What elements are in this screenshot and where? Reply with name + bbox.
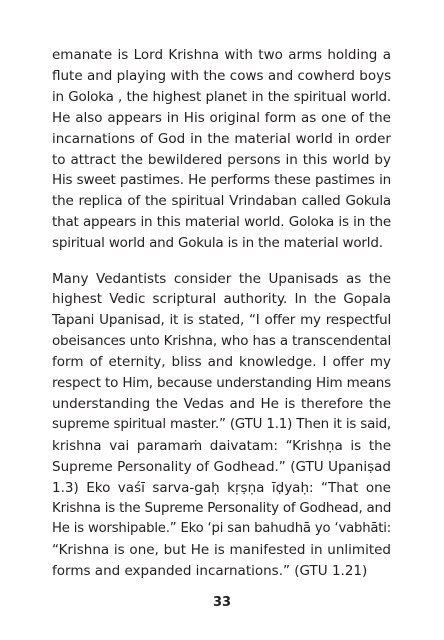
paragraph-2	[52, 269, 391, 583]
text-line: 1.3) Eko vaśī sarva-gaḥ kṛṣṇa īḍyaḥ: “That one	[52, 479, 391, 496]
text-line: that appears in this material world. Goloka is in the	[52, 214, 391, 231]
text-line: “Krishna is one, but He is manifested in unlimited	[52, 542, 391, 559]
text-line: Many Vedantists consider the Upanisads as the	[52, 270, 391, 287]
paragraph-1	[52, 45, 391, 254]
text-line: spiritual world and Gokula is in the material world.	[52, 235, 383, 252]
text-line: He also appears in His original form as one of the	[52, 109, 391, 126]
text-line: forms and expanded incarnations.” (GTU 1.21)	[52, 563, 368, 580]
text-line: incarnations of God in the material world in order	[52, 130, 391, 147]
page-body	[52, 45, 391, 582]
text-line: Supreme Personality of Godhead.” (GTU Upaniṣad	[52, 458, 391, 475]
text-line: emanate is Lord Krishna with two arms holding a	[52, 47, 391, 63]
page-number: 33	[212, 595, 232, 610]
text-line: understanding the Vedas and He is therefore the	[52, 396, 391, 412]
text-line: the replica of the spiritual Vrindaban called Gokula	[52, 193, 391, 210]
text-line: obeisances unto Krishna, who has a transcendental	[52, 333, 391, 350]
text-line: His sweet pastimes. He performs these pastimes in	[52, 172, 391, 189]
text-line: respect to Him, because understanding Him means	[52, 375, 391, 392]
text-line: He is worshipable.” Eko ‘pi san bahudhā yo ‘vabhāti:	[52, 521, 391, 537]
text-line: Tapani Upanisad, it is stated, “I offer my respectful	[52, 312, 391, 329]
text-line: Krishna is the Supreme Personality of Godhead, and	[52, 500, 392, 516]
text-line: form of eternity, bliss and knowledge. I offer my	[52, 354, 391, 371]
text-line: in Goloka , the highest planet in the spiritual world.	[52, 88, 391, 105]
text-line: highest Vedic scriptural authority. In the Gopala	[52, 291, 391, 308]
text-line: flute and playing with the cows and cowherd boys	[52, 67, 392, 84]
text-line: krishna vai paramaṁ daivatam: “Krishṇa is the	[52, 437, 391, 454]
text-line: supreme spiritual master.” (GTU 1.1) Then it is said,	[52, 416, 391, 432]
text-line: to attract the bewildered persons in this world by	[52, 151, 391, 168]
